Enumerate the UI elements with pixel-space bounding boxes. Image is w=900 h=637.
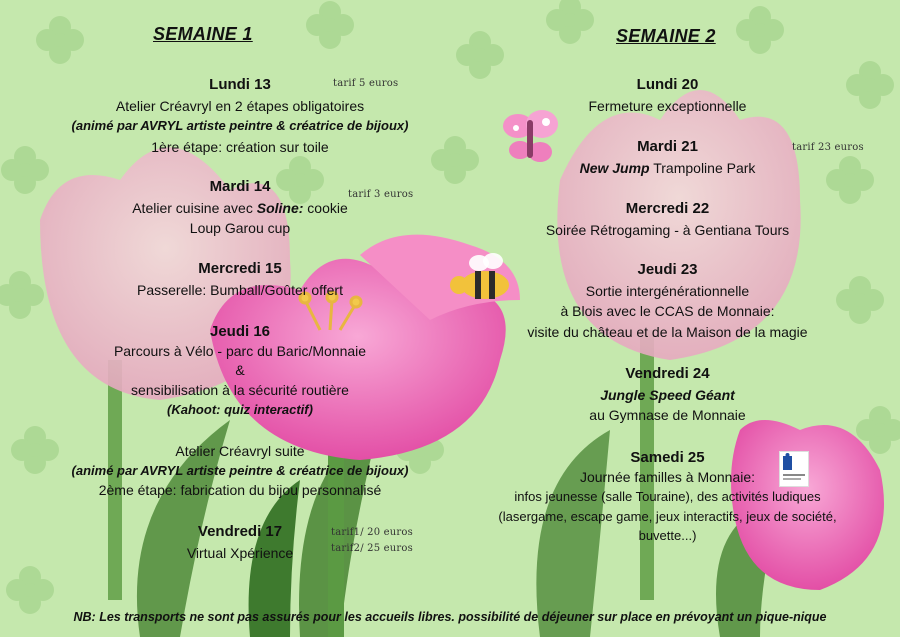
day-heading: Vendredi 24 bbox=[625, 365, 710, 382]
day-heading: Mardi 14 bbox=[209, 178, 271, 195]
activity-line: Atelier Créavryl en 2 étapes obligatoires bbox=[115, 97, 365, 114]
activity-line: Fermeture exceptionnelle bbox=[588, 97, 747, 114]
day-vendredi-24 bbox=[465, 364, 870, 426]
tarif-label: tarif2/ 25 euros bbox=[331, 543, 413, 554]
day-mercredi-22 bbox=[465, 199, 870, 240]
tarif-label: tarif 3 euros bbox=[348, 189, 414, 200]
activity-line: Passerelle: Bumball/Goûter offert bbox=[137, 281, 343, 298]
activity-host: New Jump bbox=[579, 159, 650, 176]
activity-line: visite du château et de la Maison de la magie bbox=[527, 323, 808, 340]
activity-line: Jungle Speed Géant bbox=[600, 386, 735, 403]
activity-line: Virtual Xpérience bbox=[186, 544, 294, 561]
activity-line: au Gymnase de Monnaie bbox=[589, 407, 746, 423]
day-jeudi-16 bbox=[20, 322, 460, 500]
week1-column bbox=[20, 0, 460, 600]
week2-column bbox=[465, 0, 870, 600]
activity-line bbox=[20, 198, 460, 219]
day-jeudi-23 bbox=[465, 260, 870, 342]
activity-line: & bbox=[235, 362, 245, 378]
day-heading: Vendredi 17 bbox=[197, 523, 283, 540]
footer-note: NB: Les transports ne sont pas assurés pour les accueils libres. possibilité de déjeuner sur place en prévoyant un pique-nique bbox=[73, 610, 827, 624]
partner-logo bbox=[779, 451, 809, 487]
day-heading: Jeudi 16 bbox=[209, 323, 271, 340]
week2-title: SEMAINE 2 bbox=[616, 26, 716, 46]
activity-line: (animé par AVRYL artiste peintre & créatrice de bijoux) bbox=[71, 118, 409, 133]
tarif-label: tarif 23 euros bbox=[792, 142, 864, 153]
activity-text: Trampoline Park bbox=[649, 159, 756, 176]
activity-text: cookie bbox=[303, 199, 348, 216]
day-samedi-25 bbox=[465, 448, 870, 546]
day-vendredi-17 bbox=[20, 522, 460, 563]
day-heading: Lundi 20 bbox=[636, 76, 699, 93]
activity-line: Soirée Rétrogaming - à Gentiana Tours bbox=[545, 221, 790, 238]
activity-line: (lasergame, escape game, jeux interactifs, jeux de société, bbox=[498, 508, 837, 524]
day-heading: Mercredi 22 bbox=[625, 200, 710, 217]
day-mercredi-15 bbox=[20, 259, 460, 300]
activity-line: buvette...) bbox=[638, 528, 697, 543]
activity-line: infos jeunesse (salle Touraine), des activités ludiques bbox=[514, 489, 821, 504]
activity-line: Atelier Créavryl suite bbox=[175, 442, 305, 459]
tarif-label: tarif 5 euros bbox=[333, 78, 399, 89]
day-mardi-21 bbox=[465, 137, 870, 178]
activity-host: Soline: bbox=[256, 199, 304, 216]
week1-title: SEMAINE 1 bbox=[153, 24, 253, 44]
day-heading: Samedi 25 bbox=[630, 449, 705, 466]
activity-line: (animé par AVRYL artiste peintre & créatrice de bijoux) bbox=[71, 463, 409, 478]
activity-text: Atelier cuisine avec bbox=[132, 199, 257, 216]
activity-line: (Kahoot: quiz interactif) bbox=[167, 402, 313, 417]
day-lundi-13 bbox=[20, 75, 460, 157]
activity-line: sensibilisation à la sécurité routière bbox=[131, 381, 349, 398]
activity-line: Journée familles à Monnaie: bbox=[579, 468, 756, 485]
activity-line: Parcours à Vélo - parc du Baric/Monnaie bbox=[113, 342, 367, 359]
day-lundi-20 bbox=[465, 75, 870, 116]
tarif-label: tarif1/ 20 euros bbox=[331, 527, 413, 538]
day-mardi-14 bbox=[20, 177, 460, 239]
activity-line: 2ème étape: fabrication du bijou personnalisé bbox=[98, 481, 382, 498]
day-heading: Mardi 21 bbox=[637, 138, 698, 155]
day-heading: Lundi 13 bbox=[209, 76, 271, 93]
activity-line: Loup Garou cup bbox=[189, 220, 291, 236]
day-heading: Mercredi 15 bbox=[198, 260, 282, 277]
activity-line: 1ère étape: création sur toile bbox=[151, 138, 329, 155]
day-heading: Jeudi 23 bbox=[637, 261, 698, 278]
activity-line: Sortie intergénérationnelle bbox=[585, 282, 750, 299]
activity-line bbox=[465, 158, 870, 179]
activity-line: à Blois avec le CCAS de Monnaie: bbox=[560, 303, 775, 319]
info-jeunesse-icon bbox=[780, 452, 808, 486]
